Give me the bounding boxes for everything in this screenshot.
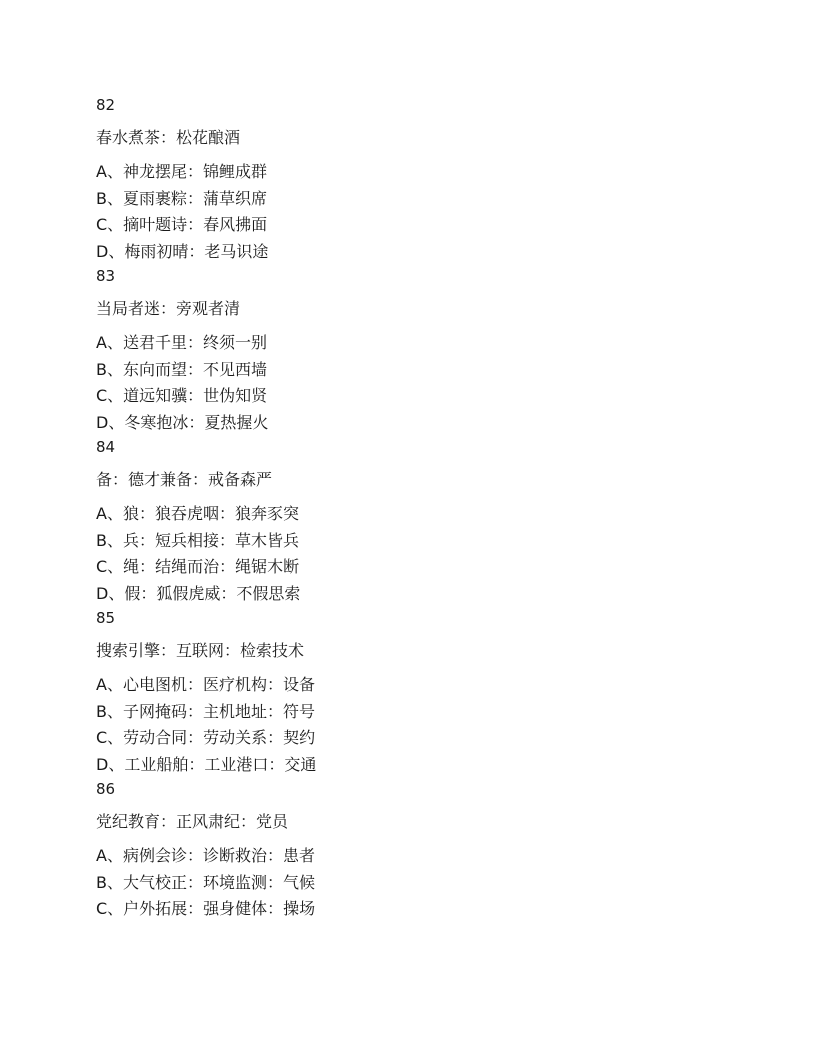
question-stem: 党纪教育：正风肃纪：党员 bbox=[96, 812, 289, 831]
option-b: B、子网掩码：主机地址：符号 bbox=[96, 701, 315, 721]
option-b: B、兵：短兵相接：草木皆兵 bbox=[96, 530, 299, 550]
question-stem: 春水煮茶：松花酿酒 bbox=[96, 128, 241, 147]
question-number: 82 bbox=[96, 96, 116, 114]
question-82 bbox=[96, 94, 736, 265]
option-a: A、送君千里：终须一别 bbox=[96, 333, 267, 352]
option-a: A、狼：狼吞虎咽：狼奔豕突 bbox=[96, 504, 299, 523]
question-number: 85 bbox=[96, 609, 116, 627]
option-d: D、梅雨初晴：老马识途 bbox=[96, 241, 269, 261]
option-d: D、冬寒抱冰：夏热握火 bbox=[96, 412, 269, 432]
option-d: D、工业船舶：工业港口：交通 bbox=[96, 754, 317, 774]
option-a: A、神龙摆尾：锦鲤成群 bbox=[96, 162, 267, 181]
option-b: B、东向而望：不见西墙 bbox=[96, 359, 267, 379]
option-c: C、摘叶题诗：春风拂面 bbox=[96, 215, 268, 234]
option-c: C、劳动合同：劳动关系：契约 bbox=[96, 728, 316, 747]
document-page bbox=[96, 94, 736, 923]
question-84 bbox=[96, 436, 736, 607]
question-number: 86 bbox=[96, 780, 116, 798]
question-stem: 备：德才兼备：戒备森严 bbox=[96, 470, 273, 489]
question-83 bbox=[96, 265, 736, 436]
question-number: 84 bbox=[96, 438, 116, 456]
question-85 bbox=[96, 607, 736, 778]
option-c: C、绳：结绳而治：绳锯木断 bbox=[96, 557, 300, 576]
question-number: 83 bbox=[96, 267, 116, 285]
question-86 bbox=[96, 778, 736, 923]
option-b: B、夏雨裹粽：蒲草织席 bbox=[96, 188, 267, 208]
question-stem: 当局者迷：旁观者清 bbox=[96, 299, 241, 318]
option-a: A、心电图机：医疗机构：设备 bbox=[96, 675, 315, 694]
option-b: B、大气校正：环境监测：气候 bbox=[96, 872, 315, 892]
option-d: D、假：狐假虎威：不假思索 bbox=[96, 583, 301, 603]
option-a: A、病例会诊：诊断救治：患者 bbox=[96, 846, 315, 865]
option-c: C、户外拓展：强身健体：操场 bbox=[96, 899, 316, 918]
option-c: C、道远知骥：世伪知贤 bbox=[96, 386, 268, 405]
question-stem: 搜索引擎：互联网：检索技术 bbox=[96, 641, 305, 660]
